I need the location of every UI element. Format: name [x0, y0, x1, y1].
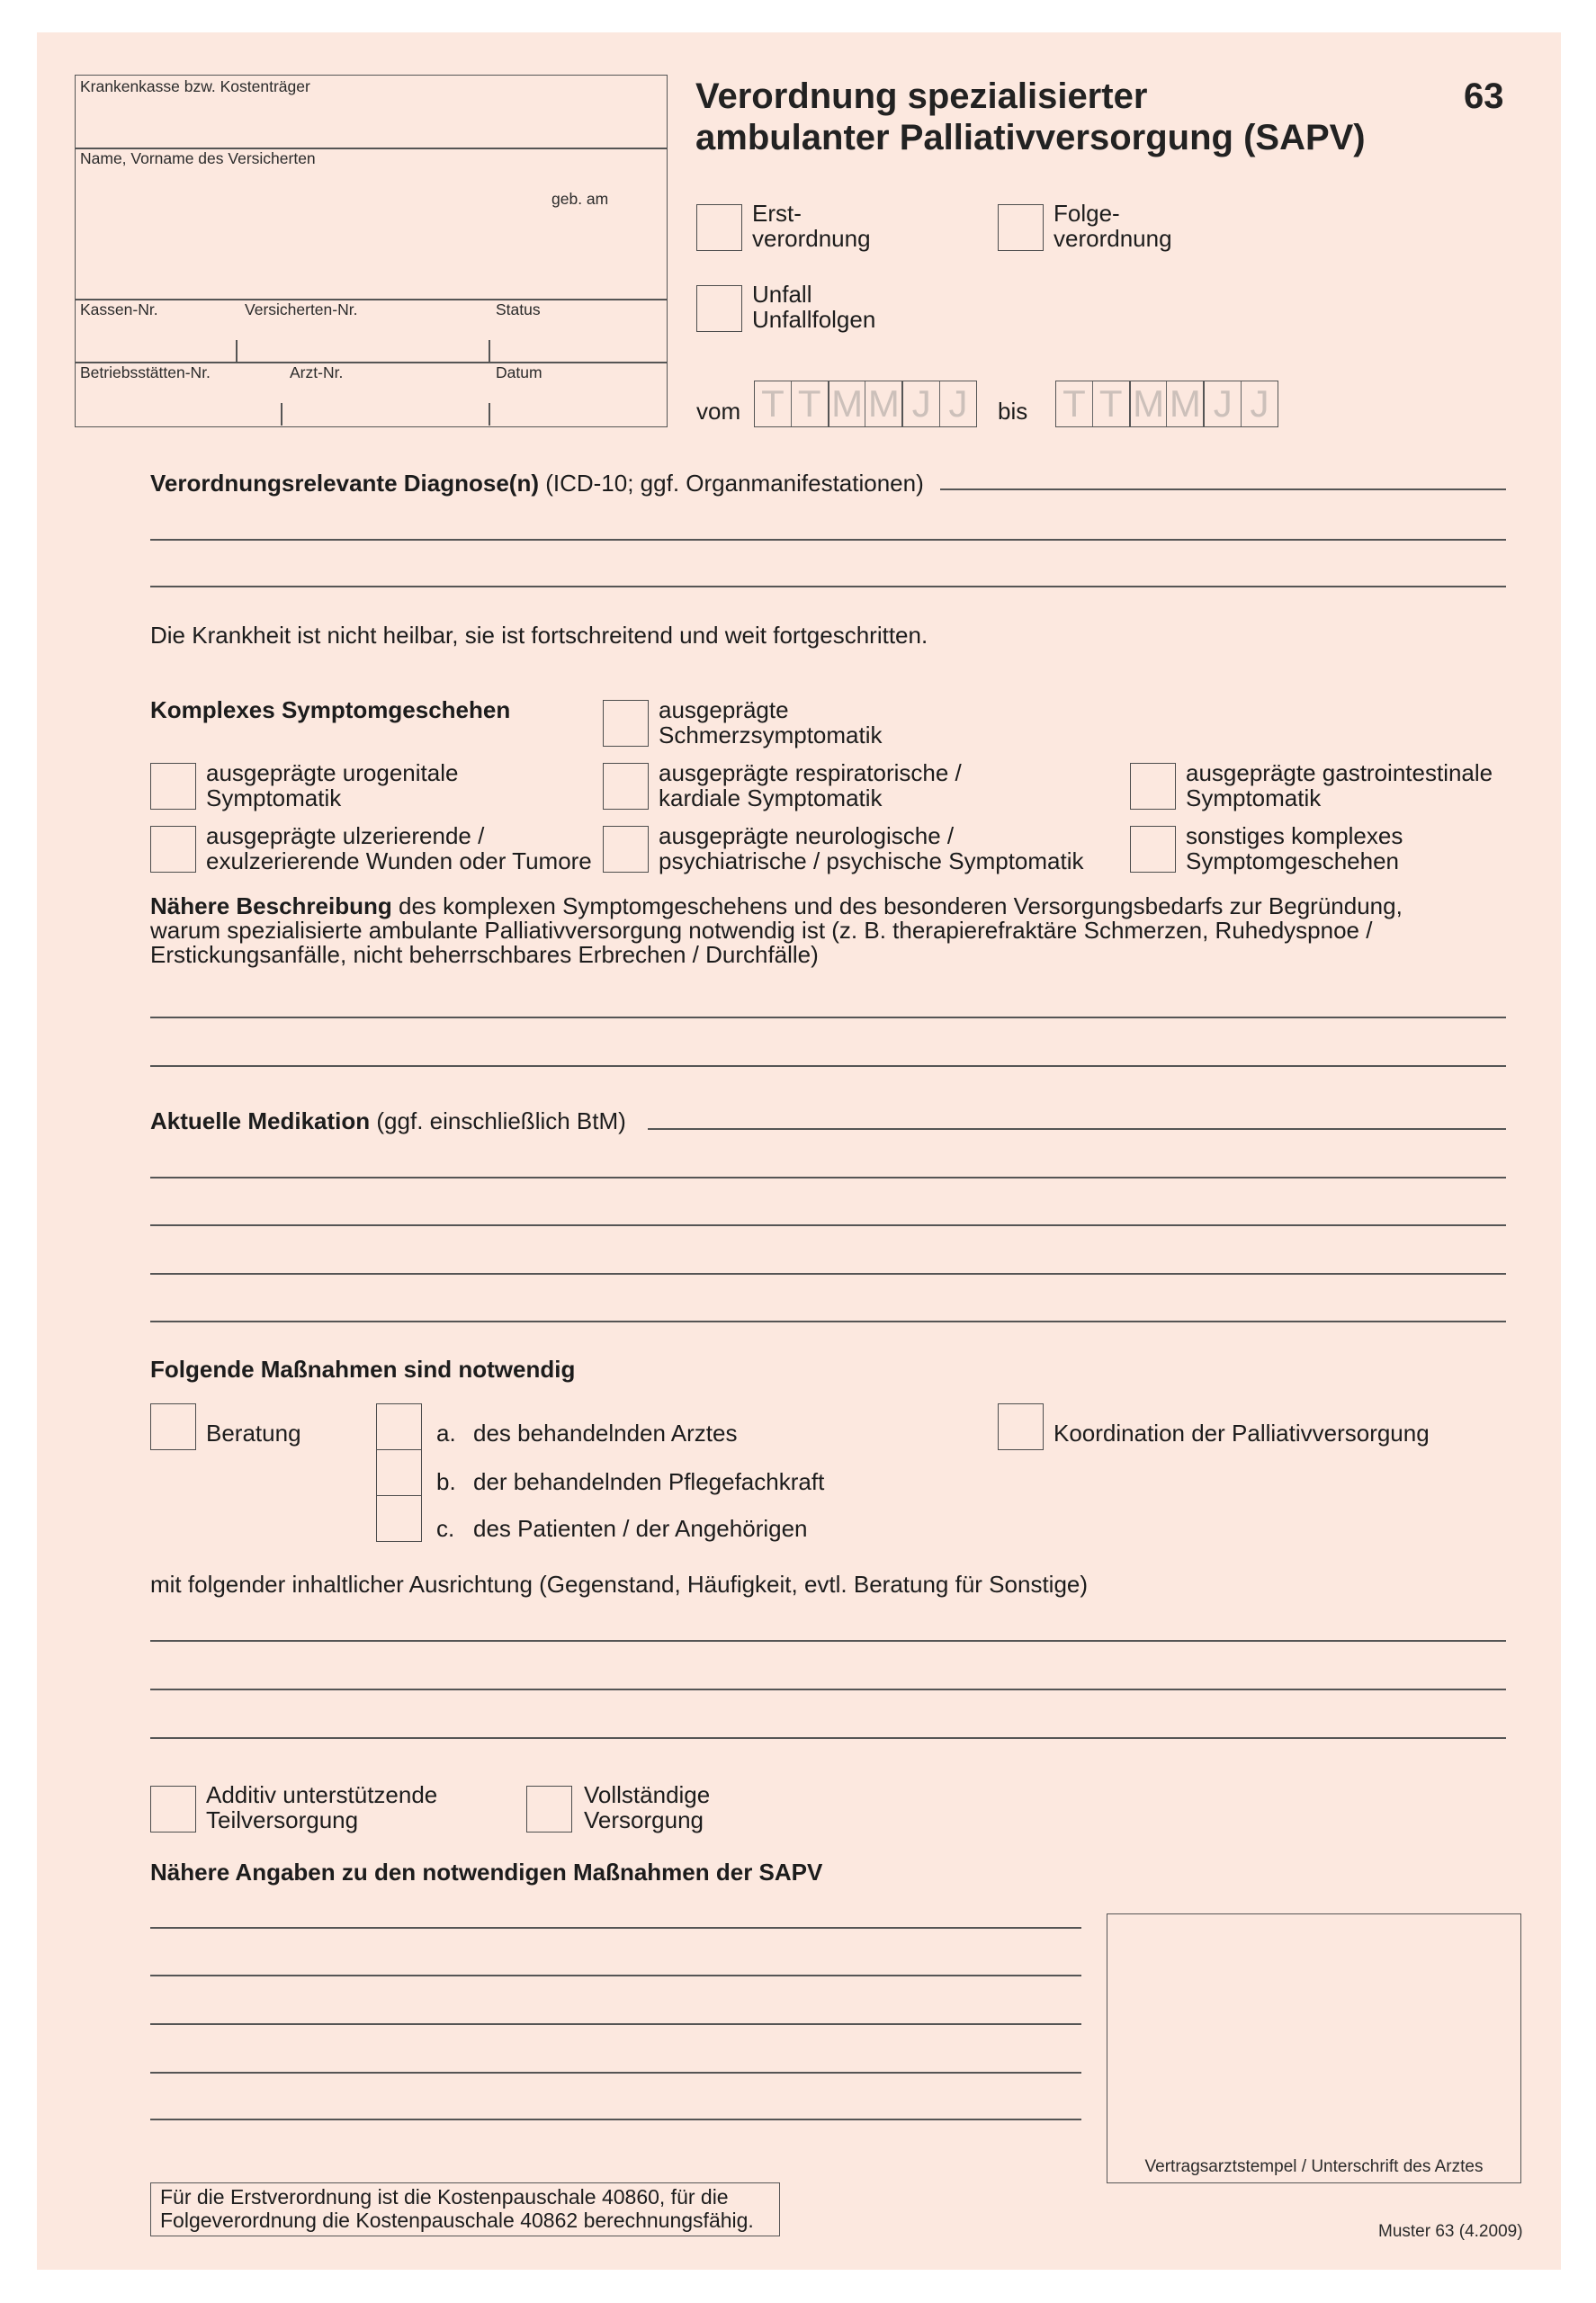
respiratory-symptoms-label-line-2: kardiale Symptomatik — [659, 784, 883, 811]
description-line-2: warum spezialisierte ambulante Palliativversorgung notwendig ist (z. B. therapierefraktäre Schmerzen, Ruhedyspnoe / — [150, 917, 1373, 944]
checkbox-counseling-doctor[interactable] — [376, 1403, 422, 1450]
disease-statement: Die Krankheit ist nicht heilbar, sie ist fortschreitend und weit fortgeschritten. — [150, 622, 928, 649]
orientation-line-1[interactable] — [150, 1640, 1506, 1642]
form-version-footer: Muster 63 (4.2009) — [1378, 2222, 1523, 2241]
gastrointestinal-symptoms-label-line-1: ausgeprägte gastrointestinale — [1186, 759, 1493, 786]
insurer-label: Krankenkasse bzw. Kostenträger — [80, 77, 310, 95]
description-line-3: Erstickungsanfälle, nicht beherrschbares Erbrechen / Durchfälle) — [150, 941, 819, 968]
coordination-label: Koordination der Palliativversorgung — [1054, 1420, 1430, 1447]
insured-name-label: Name, Vorname des Versicherten — [80, 149, 316, 167]
date-to-month-2[interactable]: M — [1166, 381, 1203, 426]
accident-label-line-2: Unfallfolgen — [752, 306, 876, 333]
checkbox-respiratory-symptoms[interactable] — [603, 763, 649, 810]
date-from-year-1[interactable]: J — [901, 381, 939, 426]
form-number: 63 — [1464, 76, 1504, 116]
field-separator-tick — [489, 403, 490, 426]
field-separator-tick — [489, 340, 490, 362]
medication-line-5[interactable] — [150, 1321, 1506, 1322]
description-line-1-text: des komplexen Symptomgeschehens und des besonderen Versorgungsbedarfs zur Begründung, — [398, 892, 1403, 919]
doctor-number-field[interactable] — [281, 362, 489, 425]
respiratory-symptoms-label-line-1: ausgeprägte respiratorische / — [659, 759, 962, 786]
insured-number-label: Versicherten-Nr. — [245, 300, 358, 318]
date-to-year-1[interactable]: J — [1203, 381, 1241, 426]
site-number-label: Betriebsstätten-Nr. — [80, 363, 211, 381]
additive-partial-care-label-line-2: Teilversorgung — [206, 1806, 359, 1833]
medication-line-2[interactable] — [150, 1177, 1506, 1178]
counseling-target-c-letter: c. — [436, 1515, 455, 1542]
checkbox-full-care[interactable] — [526, 1786, 572, 1833]
counseling-target-b-label: der behandelnden Pflegefachkraft — [473, 1468, 825, 1495]
date-to-input[interactable] — [1055, 381, 1278, 427]
date-from-day-1[interactable]: T — [761, 382, 785, 425]
stamp-signature-label: Vertragsarztstempel / Unterschrift des Arztes — [1144, 2157, 1484, 2176]
full-care-label — [584, 1782, 710, 1833]
details-line-1[interactable] — [150, 1927, 1081, 1929]
pain-symptoms-label-line-2: Schmerzsymptomatik — [659, 721, 883, 748]
checkbox-other-complex-symptoms[interactable] — [1130, 826, 1176, 873]
accident-label-line-1: Unfall — [752, 281, 812, 308]
insurer-field[interactable] — [76, 76, 667, 148]
follow-prescription-label — [1054, 201, 1172, 251]
date-from-month-2[interactable]: M — [865, 381, 901, 426]
respiratory-symptoms-label — [659, 760, 962, 811]
patient-header-box — [75, 75, 668, 427]
description-line-1 — [150, 894, 1403, 919]
checkbox-additive-partial-care[interactable] — [150, 1786, 196, 1833]
measures-heading: Folgende Maßnahmen sind notwendig — [150, 1356, 576, 1383]
neurological-symptoms-label-line-1: ausgeprägte neurologische / — [659, 822, 955, 849]
field-separator-tick — [236, 340, 238, 362]
checkbox-pain-symptoms[interactable] — [603, 700, 649, 747]
date-to-month-1[interactable]: M — [1129, 381, 1167, 426]
checkbox-counseling-nurse[interactable] — [376, 1449, 422, 1496]
period-to-label: bis — [998, 398, 1028, 425]
date-to-day-1[interactable]: T — [1063, 382, 1086, 425]
checkbox-counseling-patient[interactable] — [376, 1495, 422, 1542]
full-care-label-line-1: Vollständige — [584, 1781, 711, 1808]
wounds-tumors-label-line-2: exulzerierende Wunden oder Tumore — [206, 847, 592, 874]
diagnosis-line-3[interactable] — [150, 586, 1506, 587]
description-heading: Nähere Beschreibung — [150, 892, 392, 919]
wounds-tumors-label-line-1: ausgeprägte ulzerierende / — [206, 822, 485, 849]
date-from-year-2[interactable]: J — [939, 381, 976, 426]
period-from-label: vom — [696, 398, 741, 425]
checkbox-counseling[interactable] — [150, 1403, 196, 1450]
medication-label-rest: (ggf. einschließlich BtM) — [376, 1107, 626, 1134]
checkbox-gastrointestinal-symptoms[interactable] — [1130, 763, 1176, 810]
date-field[interactable] — [489, 362, 666, 425]
urogenital-symptoms-label-line-1: ausgeprägte urogenitale — [206, 759, 459, 786]
checkbox-accident[interactable] — [696, 285, 742, 332]
form-title-line-1: Verordnung spezialisierter — [695, 76, 1148, 116]
gastrointestinal-symptoms-label — [1186, 760, 1493, 811]
follow-prescription-label-line-1: Folge- — [1054, 200, 1120, 227]
medication-label — [150, 1108, 626, 1134]
full-care-label-line-2: Versorgung — [584, 1806, 704, 1833]
medication-line-3[interactable] — [150, 1224, 1506, 1226]
doctor-stamp-signature-box[interactable] — [1107, 1913, 1521, 2183]
orientation-line-3[interactable] — [150, 1737, 1506, 1739]
additive-partial-care-label — [206, 1782, 437, 1833]
billing-note-text — [160, 2185, 754, 2232]
first-prescription-label — [752, 201, 871, 251]
pain-symptoms-label — [659, 697, 883, 748]
checkbox-follow-prescription[interactable] — [998, 204, 1044, 251]
neurological-symptoms-label — [659, 823, 1084, 874]
urogenital-symptoms-label-line-2: Symptomatik — [206, 784, 342, 811]
details-line-4[interactable] — [150, 2072, 1081, 2074]
wounds-tumors-label — [206, 823, 592, 874]
counseling-target-a-letter: a. — [436, 1420, 456, 1447]
additive-partial-care-label-line-1: Additiv unterstützende — [206, 1781, 438, 1808]
medication-label-bold: Aktuelle Medikation — [150, 1107, 371, 1134]
diagnosis-line-1[interactable] — [940, 488, 1506, 490]
details-line-2[interactable] — [150, 1975, 1081, 1976]
checkbox-neurological-symptoms[interactable] — [603, 826, 649, 873]
form-title-line-2: ambulanter Palliativversorgung (SAPV) — [695, 118, 1366, 157]
neurological-symptoms-label-line-2: psychiatrische / psychische Symptomatik — [659, 847, 1084, 874]
description-line-field-1[interactable] — [150, 1017, 1506, 1018]
date-label: Datum — [496, 363, 542, 381]
checkbox-first-prescription[interactable] — [696, 204, 742, 251]
details-line-5[interactable] — [150, 2119, 1081, 2120]
orientation-label: mit folgender inhaltlicher Ausrichtung (Gegenstand, Häufigkeit, evtl. Beratung für Sonstige) — [150, 1571, 1089, 1598]
insured-number-field[interactable] — [236, 299, 489, 362]
accident-label — [752, 282, 875, 332]
first-prescription-label-line-1: Erst- — [752, 200, 802, 227]
counseling-label: Beratung — [206, 1420, 301, 1447]
billing-note-line-2: Folgeverordnung die Kostenpauschale 40862 berechnungsfähig. — [160, 2209, 754, 2232]
billing-note-box — [150, 2182, 780, 2236]
fund-number-field[interactable] — [76, 299, 236, 362]
date-to-year-2[interactable]: J — [1241, 381, 1278, 426]
insured-name-field[interactable] — [76, 148, 667, 299]
date-to-day-2[interactable]: T — [1092, 381, 1129, 426]
details-line-3[interactable] — [150, 2023, 1081, 2025]
description-instructions — [150, 894, 1403, 967]
follow-prescription-label-line-2: verordnung — [1054, 225, 1172, 252]
diagnosis-label-bold: Verordnungsrelevante Diagnose(n) — [150, 470, 539, 497]
diagnosis-label — [150, 470, 924, 496]
diagnosis-label-rest: (ICD-10; ggf. Organmanifestationen) — [545, 470, 924, 497]
description-line-field-2[interactable] — [150, 1065, 1506, 1067]
checkbox-coordination[interactable] — [998, 1403, 1044, 1450]
checkbox-wounds-tumors[interactable] — [150, 826, 196, 873]
date-from-day-2[interactable]: T — [791, 381, 828, 426]
other-complex-symptoms-label-line-2: Symptomgeschehen — [1186, 847, 1400, 874]
pain-symptoms-label-line-1: ausgeprägte — [659, 696, 789, 723]
date-from-input[interactable] — [754, 381, 977, 427]
medication-line-4[interactable] — [150, 1273, 1506, 1275]
symptoms-heading: Komplexes Symptomgeschehen — [150, 696, 511, 723]
status-label: Status — [496, 300, 541, 318]
gastrointestinal-symptoms-label-line-2: Symptomatik — [1186, 784, 1322, 811]
counseling-target-a-label: des behandelnden Arztes — [473, 1420, 738, 1447]
other-complex-symptoms-label-line-1: sonstiges komplexes — [1186, 822, 1403, 849]
first-prescription-label-line-2: verordnung — [752, 225, 871, 252]
other-complex-symptoms-label — [1186, 823, 1403, 874]
doctor-number-label: Arzt-Nr. — [290, 363, 344, 381]
medication-line-1[interactable] — [648, 1128, 1506, 1130]
urogenital-symptoms-label — [206, 760, 458, 811]
field-separator-tick — [281, 403, 282, 426]
fund-number-label: Kassen-Nr. — [80, 300, 158, 318]
diagnosis-line-2[interactable] — [150, 539, 1506, 541]
billing-note-line-1: Für die Erstverordnung ist die Kostenpauschale 40860, für die — [160, 2185, 729, 2209]
birth-date-label: geb. am — [551, 190, 609, 208]
orientation-line-2[interactable] — [150, 1689, 1506, 1690]
counseling-target-b-letter: b. — [436, 1468, 456, 1495]
counseling-target-c-label: des Patienten / der Angehörigen — [473, 1515, 808, 1542]
status-field[interactable] — [489, 299, 666, 362]
site-number-field[interactable] — [76, 362, 281, 425]
checkbox-urogenital-symptoms[interactable] — [150, 763, 196, 810]
form-title — [695, 76, 1366, 158]
details-heading: Nähere Angaben zu den notwendigen Maßnahmen der SAPV — [150, 1859, 823, 1886]
date-from-month-1[interactable]: M — [828, 381, 865, 426]
